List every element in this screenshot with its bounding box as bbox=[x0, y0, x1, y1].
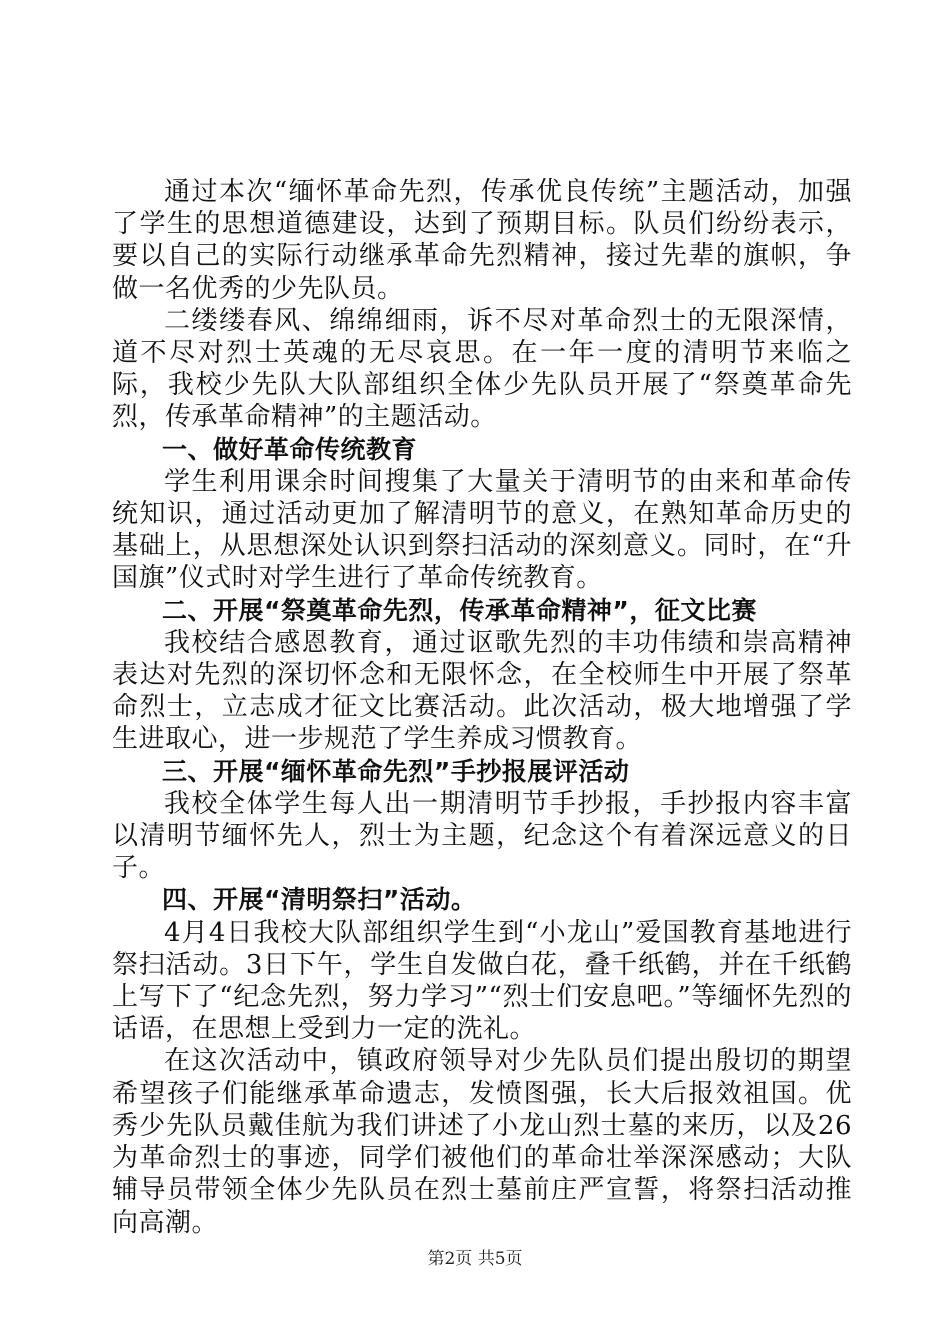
intro-paragraph-1: 通过本次“缅怀革命先烈，传承优良传统”主题活动，加强了学生的思想道德建设，达到了预期目标。队员们纷纷表示，要以自己的实际行动继承革命先烈精神，接过先辈的旗帜，争做一名优秀的少先队员。 bbox=[112, 177, 852, 304]
section-body-4: 4月4日我校大队部组织学生到“小龙山”爱国教育基地进行祭扫活动。3日下午，学生自发做白花，叠千纸鹤，并在千纸鹤上写下了“纪念先烈，努力学习”“烈士们安息吧。”等缅怀先烈的话语，在思想上受到力一定的洗礼。 bbox=[112, 917, 852, 1045]
section-body-3: 我校全体学生每人出一期清明节手抄报，手抄报内容丰富以清明节缅怀先人，烈士为主题，纪念这个有着深远意义的日子。 bbox=[112, 788, 852, 884]
section-body-2: 我校结合感恩教育，通过讴歌先烈的丰功伟绩和崇高精神表达对先烈的深切怀念和无限怀念，在全校师生中开展了祭革命烈士，立志成才征文比赛活动。此次活动，极大地增强了学生进取心，进一步规范了学生养成习惯教育。 bbox=[112, 627, 852, 755]
section-heading-4: 四、开展“清明祭扫”活动。 bbox=[162, 885, 477, 915]
page-footer: 第2页 共5页 bbox=[427, 1249, 523, 1269]
section-heading-1: 一、做好革命传统教育 bbox=[162, 434, 418, 464]
section-body-1: 学生利用课余时间搜集了大量关于清明节的由来和革命传统知识，通过活动更加了解清明节的意义，在熟知革命历史的基础上，从思想深处认识到祭扫活动的深刻意义。同时，在“升国旗”仪式时对学生进行了革命传统教育。 bbox=[112, 466, 852, 594]
section-heading-2: 二、开展“祭奠革命先烈，传承革命精神”，征文比赛 bbox=[162, 595, 757, 625]
intro-paragraph-2: 二缕缕春风、绵绵细雨，诉不尽对革命烈士的无限深情，道不尽对烈士英魂的无尽哀思。在一年一度的清明节来临之际，我校少先队大队部组织全体少先队员开展了“祭奠革命先烈，传承革命精神”的主题活动。 bbox=[112, 305, 852, 433]
closing-paragraph: 在这次活动中，镇政府领导对少先队员们提出殷切的期望希望孩子们能继承革命遗志，发愤图强，长大后报效祖国。优秀少先队员戴佳航为我们讲述了小龙山烈士墓的来历，以及26为革命烈士的事迹，同学们被他们的革命壮举深深感动；大队辅导员带领全体少先队员在烈士墓前庄严宣誓，将祭扫活动推向高潮。 bbox=[112, 1046, 852, 1238]
section-heading-3: 三、开展“缅怀革命先烈”手抄报展评活动 bbox=[162, 756, 630, 786]
document-body bbox=[112, 176, 852, 1239]
